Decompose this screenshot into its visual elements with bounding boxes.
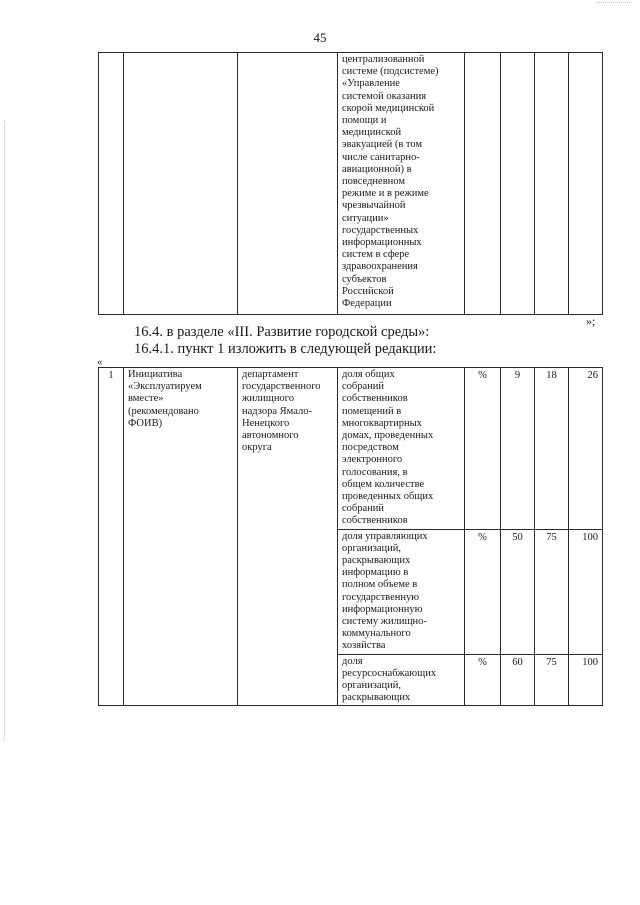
scan-edge-marks (596, 2, 632, 4)
cell-value-1: 9 (501, 368, 535, 530)
table-row (99, 53, 603, 315)
cell-value-3: 26 (569, 368, 603, 530)
opening-quote: « (97, 356, 103, 368)
paragraph-subsection: 16.4.1. пункт 1 изложить в следующей редакции: (134, 341, 437, 357)
cell-value-1: 50 (501, 529, 535, 654)
cell-number (99, 53, 124, 315)
cell-initiative: Инициатива «Эксплуатируем вместе» (рекомендовано ФОИВ) (124, 368, 238, 706)
table-row (99, 368, 603, 530)
cell-value-3 (569, 53, 603, 315)
cell-value-2 (535, 53, 569, 315)
cell-value-3: 100 (569, 654, 603, 706)
cell-value-1 (501, 53, 535, 315)
continued-table (98, 52, 603, 315)
cell-initiative (124, 53, 238, 315)
page-number: 45 (313, 30, 327, 45)
cell-responsible (238, 53, 338, 315)
cell-number: 1 (99, 368, 124, 706)
cell-unit: % (465, 368, 501, 530)
cell-indicator: доля ресурсоснабжающих организаций, раскрывающих (338, 654, 465, 706)
cell-value-2: 75 (535, 654, 569, 706)
cell-department: департамент государственного жилищного надзора Ямало- Ненецкого автономного округа (238, 368, 338, 706)
cell-unit: % (465, 654, 501, 706)
initiative-table (98, 367, 603, 706)
closing-quote: »; (586, 314, 596, 328)
paragraph-section: 16.4. в разделе «III. Развитие городской среды»: (134, 324, 430, 340)
cell-unit (465, 53, 501, 315)
cell-value-1: 60 (501, 654, 535, 706)
cell-indicator: централизованной системе (подсистеме) «Управление системой оказания скорой медицинской помощи и медицинской эвакуацией (в том числе санитарно- авиационной) в повседневном режиме и в режиме чрезвычайной ситуации» государственных информационных систем в сфере здравоохранения субъектов Российской Федерации (338, 53, 465, 315)
cell-value-2: 75 (535, 529, 569, 654)
cell-value-3: 100 (569, 529, 603, 654)
cell-value-2: 18 (535, 368, 569, 530)
cell-indicator: доля управляющих организаций, раскрывающих информацию в полном объеме в государственную информационную систему жилищно- коммунального хозяйства (338, 529, 465, 654)
scan-margin-marks (4, 120, 7, 740)
cell-indicator: доля общих собраний собственников помещений в многоквартирных домах, проведенных посредством электронного голосования, в общем количестве проведенных общих собраний собственников (338, 368, 465, 530)
cell-unit: % (465, 529, 501, 654)
